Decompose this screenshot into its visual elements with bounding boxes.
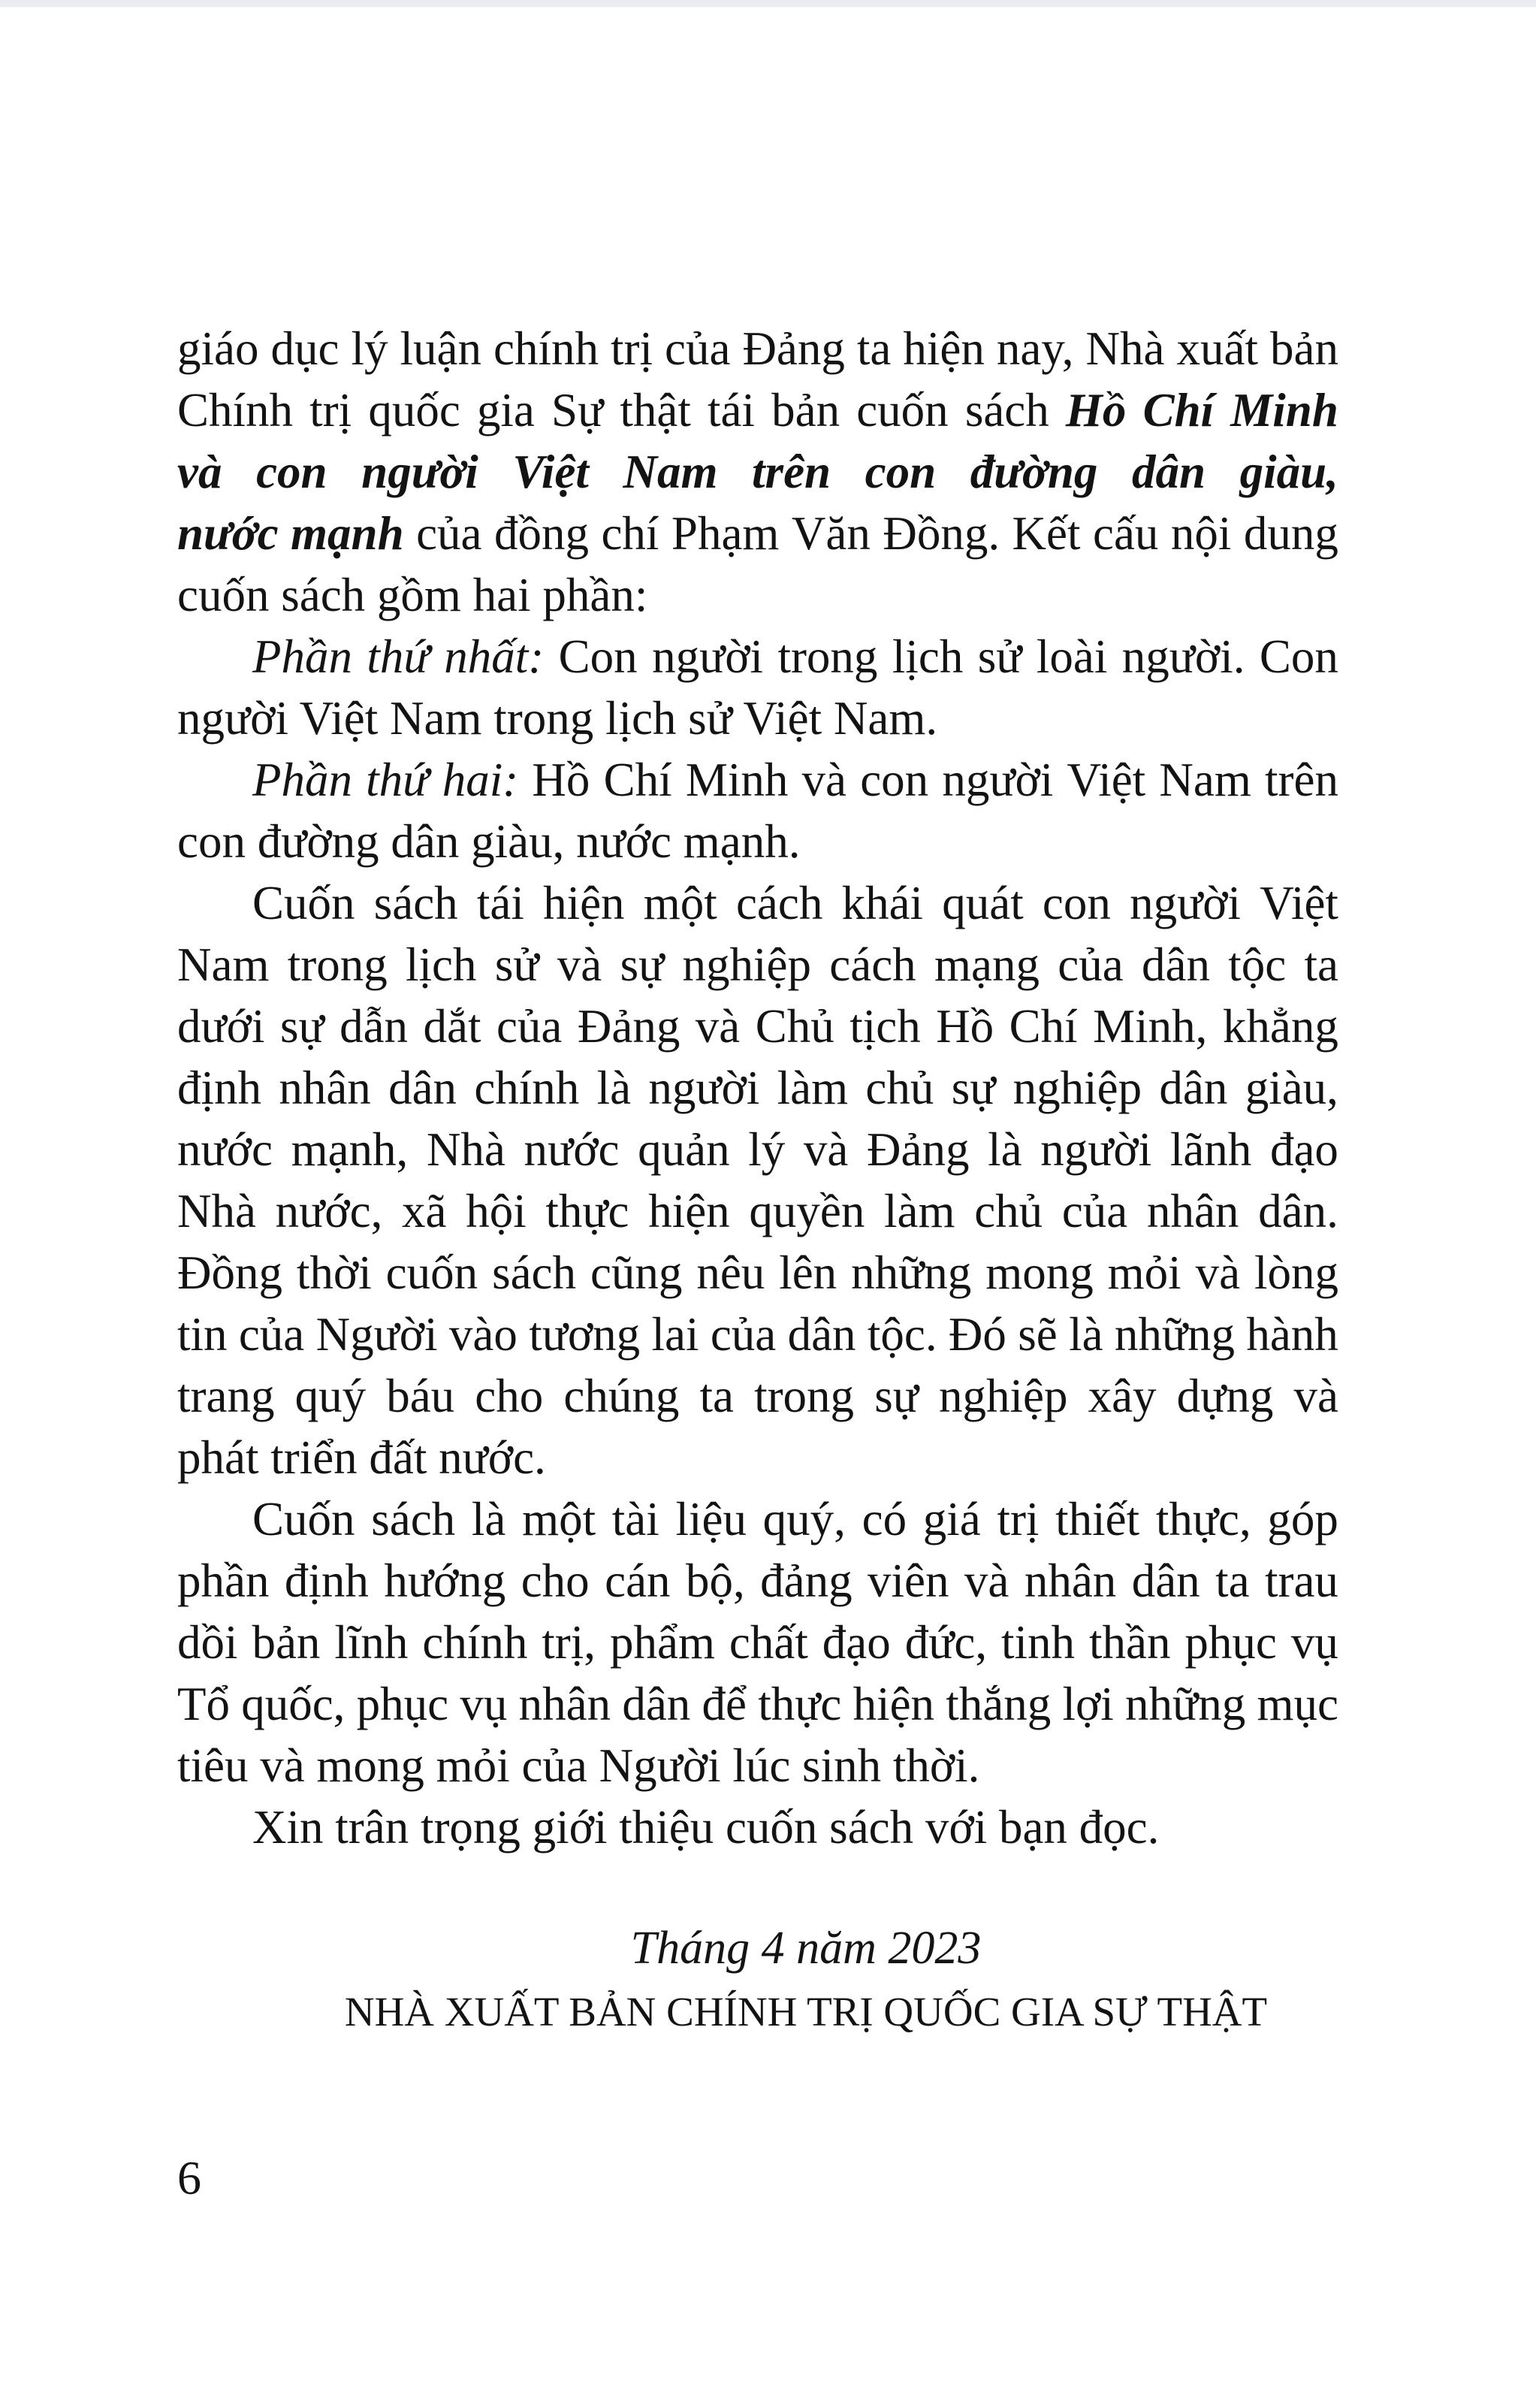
text-line: Chính trị quốc gia Sự thật tái bản cuốn sách Hồ Chí Minh (177, 384, 1338, 437)
text-line: giáo dục lý luận chính trị của Đảng ta hiện nay, Nhà xuất bản (177, 322, 1338, 375)
text-line: phát triển đất nước. (177, 1431, 546, 1484)
publisher-line: NHÀ XUẤT BẢN CHÍNH TRỊ QUỐC GIA SỰ THẬT (344, 1989, 1268, 2035)
paragraph-1 (177, 318, 1338, 626)
paragraph-3 (177, 749, 1338, 872)
text-line: Phần thứ nhất: Con người trong lịch sử loài người. Con (252, 630, 1338, 683)
page-number: 6 (177, 2151, 201, 2204)
paragraph-2 (177, 626, 1338, 749)
text-line: người Việt Nam trong lịch sử Việt Nam. (177, 692, 938, 745)
text-line: nước mạnh, Nhà nước quản lý và Đảng là người lãnh đạo (177, 1123, 1338, 1176)
text-line: nước mạnh của đồng chí Phạm Văn Đồng. Kết cấu nội dung (177, 507, 1338, 560)
text-line: Nhà nước, xã hội thực hiện quyền làm chủ của nhân dân. (177, 1185, 1338, 1237)
paragraph-6 (177, 1796, 1338, 1858)
text-line: dưới sự dẫn dắt của Đảng và Chủ tịch Hồ Chí Minh, khẳng (177, 1000, 1338, 1053)
text-line: định nhân dân chính là người làm chủ sự nghiệp dân giàu, (177, 1062, 1338, 1114)
text-line: phần định hướng cho cán bộ, đảng viên và nhân dân ta trau (177, 1554, 1338, 1607)
date-line: Tháng 4 năm 2023 (630, 1923, 982, 1974)
text-line: Nam trong lịch sử và sự nghiệp cách mạng của dân tộc ta (177, 938, 1338, 991)
text-line: Xin trân trọng giới thiệu cuốn sách với bạn đọc. (252, 1801, 1160, 1854)
text-line: cuốn sách gồm hai phần: (177, 569, 648, 621)
text-line: tin của Người vào tương lai của dân tộc. Đó sẽ là những hành (177, 1308, 1338, 1361)
text-line: Cuốn sách tái hiện một cách khái quát con người Việt (252, 877, 1338, 929)
text-line: con đường dân giàu, nước mạnh. (177, 815, 801, 868)
text-line: Đồng thời cuốn sách cũng nêu lên những mong mỏi và lòng (177, 1246, 1338, 1299)
text-block (177, 318, 1338, 1858)
text-line: và con người Việt Nam trên con đường dân giàu, (177, 446, 1338, 498)
text-line: Tổ quốc, phục vụ nhân dân để thực hiện thắng lợi những mục (177, 1678, 1338, 1730)
paragraph-5 (177, 1488, 1338, 1796)
text-line: trang quý báu cho chúng ta trong sự nghiệp xây dựng và (177, 1370, 1338, 1422)
paragraph-4 (177, 872, 1338, 1488)
scan-edge-line (0, 0, 1536, 8)
text-line: dồi bản lĩnh chính trị, phẩm chất đạo đức, tinh thần phục vụ (177, 1616, 1338, 1669)
closing-block (225, 1917, 1387, 2045)
text-line: tiêu và mong mỏi của Người lúc sinh thời. (177, 1739, 980, 1792)
text-line: Phần thứ hai: Hồ Chí Minh và con người Việt Nam trên (252, 754, 1338, 806)
text-line: Cuốn sách là một tài liệu quý, có giá trị thiết thực, góp (252, 1493, 1338, 1545)
